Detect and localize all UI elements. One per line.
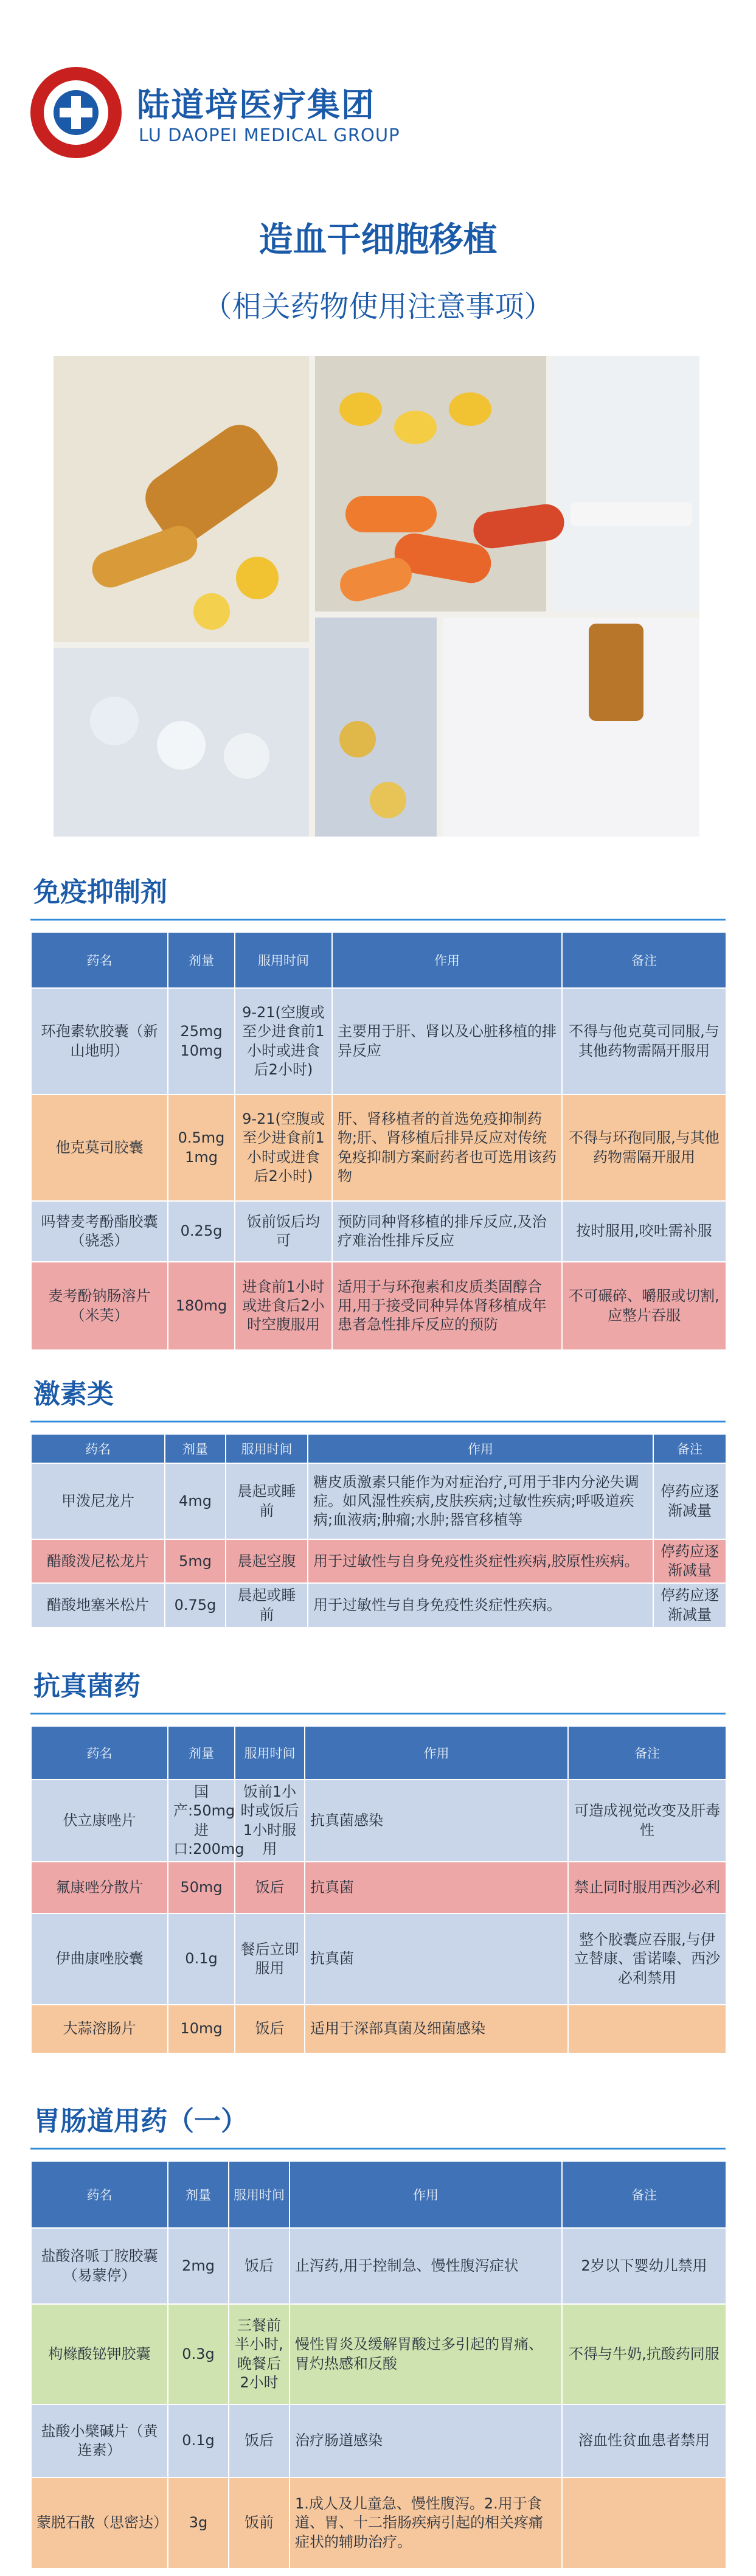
table-row	[31, 2404, 726, 2477]
section-antifungals	[30, 1664, 726, 2054]
drug-name: 麦考酚钠肠溶片（米芙）	[31, 1262, 168, 1350]
section-gastrointestinal	[30, 2099, 726, 2569]
col-header: 作用	[290, 2161, 562, 2228]
drug-table	[30, 1725, 727, 2054]
col-header: 备注	[653, 1434, 726, 1463]
drug-name: 环孢素软胶囊（新山地明）	[31, 988, 168, 1095]
col-header: 剂量	[168, 1726, 235, 1780]
drug-effect: 治疗肠道感染	[290, 2404, 562, 2477]
drug-name: 吗替麦考酚酯胶囊（骁悉）	[31, 1201, 168, 1262]
table-row	[31, 1262, 726, 1350]
drug-time: 三餐前半小时,晚餐后2小时	[229, 2304, 290, 2404]
brand-header	[30, 67, 456, 158]
drug-name: 伏立康唑片	[31, 1780, 168, 1862]
drug-time: 晨起或睡前	[226, 1463, 308, 1539]
drug-time: 饭前1小时或饭后1小时服用	[235, 1780, 305, 1862]
drug-effect: 慢性胃炎及缓解胃酸过多引起的胃痛、胃灼热感和反酸	[290, 2304, 562, 2404]
drug-name: 他克莫司胶囊	[31, 1095, 168, 1201]
drug-name: 醋酸地塞米松片	[31, 1583, 165, 1627]
drug-note: 整个胶囊应吞服,与伊立替康、雷诺嗪、西沙必利禁用	[568, 1913, 726, 2005]
drug-time: 饭后	[235, 1862, 305, 1913]
drug-dose: 0.25g	[168, 1201, 235, 1262]
table-row	[31, 1463, 726, 1539]
col-header: 服用时间	[226, 1434, 308, 1463]
col-header: 药名	[31, 932, 168, 988]
drug-table	[30, 2160, 727, 2569]
drug-effect: 主要用于肝、肾以及心脏移植的排异反应	[332, 988, 562, 1095]
drug-dose: 10mg	[168, 2005, 235, 2053]
drug-effect: 用于过敏性与自身免疫性炎症性疾病。	[308, 1583, 653, 1627]
drug-dose: 3g	[168, 2477, 229, 2569]
table-row	[31, 1201, 726, 1262]
drug-note: 不得与环孢同服,与其他药物需隔开服用	[562, 1095, 726, 1201]
drug-name: 甲泼尼龙片	[31, 1463, 165, 1539]
table-row	[31, 1539, 726, 1583]
drug-table	[30, 1433, 727, 1628]
drug-name: 盐酸洛哌丁胺胶囊（易蒙停）	[31, 2228, 168, 2304]
drug-note	[568, 2005, 726, 2053]
page-subtitle: （相关药物使用注意事项）	[203, 290, 553, 324]
drug-note: 停药应逐渐减量	[653, 1583, 726, 1627]
drug-note: 按时服用,咬吐需补服	[562, 1201, 726, 1262]
table-row	[31, 2228, 726, 2304]
col-header: 作用	[305, 1726, 568, 1780]
drug-effect: 适用于深部真菌及细菌感染	[305, 2005, 568, 2053]
brand-name-cn: 陆道培医疗集团	[137, 86, 375, 124]
col-header: 服用时间	[235, 932, 332, 988]
drug-time: 饭后	[235, 2005, 305, 2053]
col-header: 药名	[31, 1726, 168, 1780]
drug-dose: 5mg	[165, 1539, 226, 1583]
drug-dose: 25mg 10mg	[168, 988, 235, 1095]
drug-dose: 0.3g	[168, 2304, 229, 2404]
drug-dose: 0.5mg 1mg	[168, 1095, 235, 1201]
section-immunosuppressants	[30, 870, 726, 1351]
col-header: 剂量	[168, 932, 235, 988]
col-header: 作用	[308, 1434, 653, 1463]
drug-name: 盐酸小檗碱片（黄连素）	[31, 2404, 168, 2477]
section-title: 免疫抑制剂	[33, 877, 167, 908]
table-row	[31, 1583, 726, 1627]
drug-note: 不得与牛奶,抗酸药同服	[562, 2304, 726, 2404]
drug-dose: 4mg	[165, 1463, 226, 1539]
drug-time: 晨起空腹	[226, 1539, 308, 1583]
col-header: 备注	[562, 932, 726, 988]
brand-logo	[30, 67, 122, 158]
drug-dose: 2mg	[168, 2228, 229, 2304]
section-title: 抗真菌药	[33, 1671, 140, 1702]
section-hormones	[30, 1372, 726, 1628]
drug-effect: 糖皮质激素只能作为对症治疗,可用于非内分泌失调症。如风湿性疾病,皮肤疾病;过敏性疾病;呼吸道疾病;血液病;肿瘤;水肿;器官移植等	[308, 1463, 653, 1539]
medical-cross-icon	[54, 90, 99, 135]
drug-effect: 抗真菌	[305, 1913, 568, 2005]
col-header: 剂量	[165, 1434, 226, 1463]
drug-time: 饭前	[229, 2477, 290, 2569]
drug-dose: 180mg	[168, 1262, 235, 1350]
table-row	[31, 1913, 726, 2005]
drug-name: 蒙脱石散（思密达）	[31, 2477, 168, 2569]
drug-effect: 用于过敏性与自身免疫性炎症性疾病,胶原性疾病。	[308, 1539, 653, 1583]
section-title: 胃肠道用药（一）	[33, 2106, 248, 2137]
drug-note: 2岁以下婴幼儿禁用	[562, 2228, 726, 2304]
drug-dose: 0.75g	[165, 1583, 226, 1627]
table-row	[31, 2304, 726, 2404]
col-header: 服用时间	[235, 1726, 305, 1780]
drug-dose: 0.1g	[168, 2404, 229, 2477]
drug-time: 9-21(空腹或至少进食前1小时或进食后2小时)	[235, 1095, 332, 1201]
drug-note: 禁止同时服用西沙必利	[568, 1862, 726, 1913]
drug-note: 可造成视觉改变及肝毒性	[568, 1780, 726, 1862]
medicine-photo-collage	[54, 356, 699, 837]
drug-effect: 抗真菌感染	[305, 1780, 568, 1862]
drug-effect: 适用于与环孢素和皮质类固醇合用,用于接受同种异体肾移植成年患者急性排斥反应的预防	[332, 1262, 562, 1350]
drug-time: 饭后	[229, 2228, 290, 2304]
drug-name: 枸橼酸铋钾胶囊	[31, 2304, 168, 2404]
drug-effect: 1.成人及儿童急、慢性腹泻。2.用于食道、胃、十二指肠疾病引起的相关疼痛症状的辅助治疗。	[290, 2477, 562, 2569]
drug-time: 饭后	[229, 2404, 290, 2477]
col-header: 作用	[332, 932, 562, 988]
drug-note: 溶血性贫血患者禁用	[562, 2404, 726, 2477]
drug-effect: 止泻药,用于控制急、慢性腹泻症状	[290, 2228, 562, 2304]
drug-effect: 肝、肾移植者的首选免疫抑制药物;肝、肾移植后排异反应对传统免疫抑制方案耐药者也可选用该药物	[332, 1095, 562, 1201]
table-row	[31, 1780, 726, 1862]
drug-dose: 0.1g	[168, 1913, 235, 2005]
drug-time: 进食前1小时或进食后2小时空腹服用	[235, 1262, 332, 1350]
drug-name: 氟康唑分散片	[31, 1862, 168, 1913]
table-row	[31, 2477, 726, 2569]
drug-note: 停药应逐渐减量	[653, 1539, 726, 1583]
table-row	[31, 2005, 726, 2053]
drug-note	[562, 2477, 726, 2569]
drug-effect: 抗真菌	[305, 1862, 568, 1913]
table-row	[31, 988, 726, 1095]
section-title: 激素类	[33, 1379, 114, 1410]
drug-note: 停药应逐渐减量	[653, 1463, 726, 1539]
col-header: 剂量	[168, 2161, 229, 2228]
drug-table	[30, 931, 727, 1351]
drug-time: 饭前饭后均可	[235, 1201, 332, 1262]
table-row	[31, 1862, 726, 1913]
drug-effect: 预防同种肾移植的排斥反应,及治疗难治性排斥反应	[332, 1201, 562, 1262]
drug-name: 大蒜溶肠片	[31, 2005, 168, 2053]
table-row	[31, 1095, 726, 1201]
drug-time: 9-21(空腹或至少进食前1小时或进食后2小时)	[235, 988, 332, 1095]
page-title: 造血干细胞移植	[258, 220, 498, 260]
col-header: 备注	[568, 1726, 726, 1780]
col-header: 服用时间	[229, 2161, 290, 2228]
drug-note: 不得与他克莫司同服,与其他药物需隔开服用	[562, 988, 726, 1095]
col-header: 药名	[31, 1434, 165, 1463]
drug-dose: 国产:50mg 进口:200mg	[168, 1780, 235, 1862]
col-header: 药名	[31, 2161, 168, 2228]
col-header: 备注	[562, 2161, 726, 2228]
drug-dose: 50mg	[168, 1862, 235, 1913]
drug-time: 餐后立即服用	[235, 1913, 305, 2005]
drug-time: 晨起或睡前	[226, 1583, 308, 1627]
drug-name: 伊曲康唑胶囊	[31, 1913, 168, 2005]
brand-name-en: LU DAOPEI MEDICAL GROUP	[139, 125, 400, 145]
drug-note: 不可碾碎、嚼服或切割,应整片吞服	[562, 1262, 726, 1350]
drug-name: 醋酸泼尼松龙片	[31, 1539, 165, 1583]
